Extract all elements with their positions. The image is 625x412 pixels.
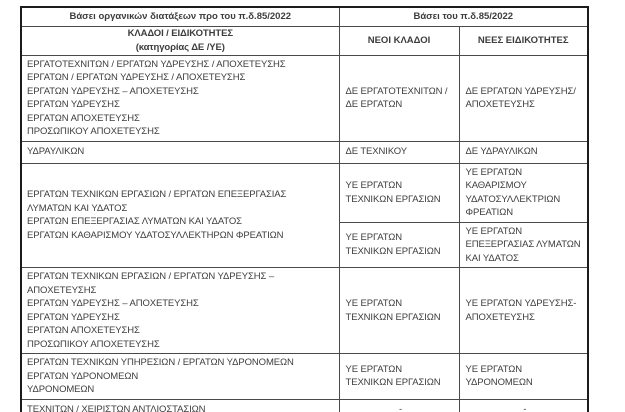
new-klados-cell xyxy=(339,268,459,354)
text-line: ΚΑΘΑΡΙΣΜΟΥ xyxy=(465,180,527,191)
text-line: ΥΕ ΕΡΓΑΤΩΝ xyxy=(345,180,403,191)
text-line: ΕΡΓΑΤΩΝ ΑΠΟΧΕΤΕΥΣΗΣ xyxy=(27,112,140,124)
text-line: ΕΡΓΑΤΩΝ ΥΔΡΕΥΣΗΣ – ΑΠΟΧΕΤΕΥΣΗΣ xyxy=(27,298,199,309)
text-line: ΥΕ ΕΡΓΑΤΩΝ xyxy=(345,232,403,244)
text-line: ΑΠΟΧΕΤΕΥΣΗΣ xyxy=(27,284,97,296)
old-basis-group-header: Βάσει οργανικών διατάξεων προ του π.δ.85/2022 xyxy=(21,7,339,26)
text-line: ΥΔΡΑΥΛΙΚΩΝ xyxy=(27,146,85,158)
text-line: ΕΡΓΑΤΩΝ ΕΠΕΞΕΡΓΑΣΙΑΣ ΛΥΜΑΤΩΝ ΚΑΙ ΥΔΑΤΟΣ xyxy=(27,216,242,228)
text-line: ΥΕ ΕΡΓΑΤΩΝ xyxy=(465,166,523,178)
text-line: ΥΕ ΕΡΓΑΤΩΝ xyxy=(345,298,403,309)
text-line: ΥΕ ΕΡΓΑΤΩΝ xyxy=(465,225,523,237)
text-line: ΔΕ ΕΡΓΑΤΩΝ xyxy=(345,99,403,110)
text-line: ΤΕΧΝΙΚΩΝ ΕΡΓΑΣΙΩΝ xyxy=(345,245,441,257)
text-line: ΕΡΓΑΤΩΝ / ΕΡΓΑΤΩΝ ΥΔΡΕΥΣΗΣ / ΑΠΟΧΕΤΕΥΣΗΣ xyxy=(27,72,246,83)
text-line: ΤΕΧΝΙΚΩΝ ΕΡΓΑΣΙΩΝ xyxy=(345,193,441,205)
new-klados-cell xyxy=(339,141,459,163)
text-line: ΕΡΓΑΤΩΝ ΤΕΧΝΙΚΩΝ ΕΡΓΑΣΙΩΝ / ΕΡΓΑΤΩΝ ΥΔΡΕΥΣΗΣ – xyxy=(27,271,275,282)
new-eidikotita-cell xyxy=(459,55,588,141)
table-row xyxy=(21,354,588,400)
text-line: ΕΡΓΑΤΩΝ ΤΕΧΝΙΚΩΝ ΕΡΓΑΣΙΩΝ / ΕΡΓΑΤΩΝ ΕΠΕΞΕΡΓΑΣΙΑΣ xyxy=(27,189,287,201)
text-line: ΥΕ ΕΡΓΑΤΩΝ xyxy=(345,363,403,375)
table-row xyxy=(21,55,588,141)
text-line: ΑΠΟΧΕΤΕΥΣΗΣ xyxy=(465,311,535,323)
new-klados-cell xyxy=(339,354,459,400)
table-row xyxy=(21,163,588,222)
text-line: ΥΔΡΟΝΟΜΕΩΝ xyxy=(27,384,95,395)
text-line: ΕΠΕΞΕΡΓΑΣΙΑΣ ΛΥΜΑΤΩΝ xyxy=(465,239,581,250)
text-line: ΠΡΟΣΩΠΙΚΟΥ ΑΠΟΧΕΤΕΥΣΗΣ xyxy=(27,126,160,137)
text-line: ΦΡΕΑΤΙΩΝ xyxy=(465,207,513,218)
text-line: ΕΡΓΑΤΩΝ ΥΔΡΕΥΣΗΣ – ΑΠΟΧΕΤΕΥΣΗΣ xyxy=(27,85,199,97)
text-line: ΥΕ ΕΡΓΑΤΩΝ ΥΔΡΕΥΣΗΣ- xyxy=(465,298,577,309)
text-line: ΕΡΓΑΤΩΝ ΥΔΡΕΥΣΗΣ xyxy=(27,311,120,323)
text-line: ΔΕ ΥΔΡΑΥΛΙΚΩΝ xyxy=(465,146,538,158)
text-line: ΤΕΧΝΙΚΩΝ ΕΡΓΑΣΙΩΝ xyxy=(345,311,441,323)
text-line: ΠΡΟΣΩΠΙΚΟΥ ΑΠΟΧΕΤΕΥΣΗΣ xyxy=(27,338,160,350)
new-klados-cell xyxy=(339,163,459,222)
text-line: ΔΕ ΤΕΧΝΙΚΟΥ xyxy=(345,146,407,158)
new-eidikotita-cell xyxy=(459,163,588,222)
column-header-nees-eidikotites: ΝΕΕΣ ΕΙΔΙΚΟΤΗΤΕΣ xyxy=(459,26,588,55)
reclassification-table xyxy=(20,6,589,412)
new-eidikotita-cell xyxy=(459,399,588,412)
new-eidikotita-cell xyxy=(459,354,588,400)
text-line: ΤΕΧΝΙΚΩΝ ΕΡΓΑΣΙΩΝ xyxy=(345,377,441,389)
column-header-neoi-kladoi: ΝΕΟΙ ΚΛΑΔΟΙ xyxy=(339,26,459,55)
table-row xyxy=(21,268,588,354)
text-line: ΚΑΙ ΥΔΑΤΟΣ xyxy=(465,252,519,264)
new-eidikotita-cell xyxy=(459,268,588,354)
text-line: ΕΡΓΑΤΩΝ ΤΕΧΝΙΚΩΝ ΥΠΗΡΕΣΙΩΝ / ΕΡΓΑΤΩΝ ΥΔΡΟΝΟΜΕΩΝ xyxy=(27,357,294,368)
text-line: ΛΥΜΑΤΩΝ ΚΑΙ ΥΔΑΤΟΣ xyxy=(27,202,128,214)
text-line: ΕΡΓΑΤΩΝ ΥΔΡΕΥΣΗΣ xyxy=(27,99,120,110)
table-row xyxy=(21,141,588,163)
text-line: ΕΡΓΑΤΩΝ ΚΑΘΑΡΙΣΜΟΥ ΥΔΑΤΟΣΥΛΛΕΚΤΗΡΩΝ ΦΡΕΑΤΙΩΝ xyxy=(27,229,284,241)
new-eidikotita-cell xyxy=(459,222,588,268)
dash-placeholder: - xyxy=(523,404,527,412)
new-eidikotita-cell xyxy=(459,141,588,163)
old-branches-cell xyxy=(21,163,339,268)
text-line: ΤΕΧΝΙΤΩΝ / ΧΕΙΡΙΣΤΩΝ ΑΝΤΛΙΟΣΤΑΣΙΩΝ xyxy=(27,404,206,412)
text-line: ΕΡΓΑΤΩΝ ΑΠΟΧΕΤΕΥΣΗΣ xyxy=(27,325,140,336)
old-branches-cell xyxy=(21,354,339,400)
new-klados-cell xyxy=(339,55,459,141)
text-line: ΔΕ ΕΡΓΑΤΟΤΕΧΝΙΤΩΝ / xyxy=(345,85,448,97)
text-line: ΕΡΓΑΤΟΤΕΧΝΙΤΩΝ / ΕΡΓΑΤΩΝ ΥΔΡΕΥΣΗΣ / ΑΠΟΧΕΤΕΥΣΗΣ xyxy=(27,58,286,70)
old-branches-cell xyxy=(21,399,339,412)
column-header-row xyxy=(21,26,588,55)
text-line: ΥΔΡΟΝΟΜΕΩΝ xyxy=(465,377,533,389)
group-header-row xyxy=(21,7,588,26)
text-line: ΑΠΟΧΕΤΕΥΣΗΣ xyxy=(465,99,535,110)
text-line: ΥΕ ΕΡΓΑΤΩΝ xyxy=(465,363,523,375)
text-line: ΔΕ ΕΡΓΑΤΩΝ ΥΔΡΕΥΣΗΣ/ xyxy=(465,85,576,97)
new-basis-group-header: Βάσει του π.δ.85/2022 xyxy=(339,7,588,26)
text-line: ΕΡΓΑΤΩΝ ΥΔΡΟΝΟΜΕΩΝ xyxy=(27,370,139,382)
old-branches-cell xyxy=(21,268,339,354)
new-klados-cell xyxy=(339,222,459,268)
dash-placeholder: - xyxy=(398,404,403,412)
old-branches-cell xyxy=(21,55,339,141)
table-row xyxy=(21,399,588,412)
text-line: ΥΔΑΤΟΣΥΛΛΕΚΤΡΙΩΝ xyxy=(465,193,561,205)
column-header-klados-eidikotites xyxy=(21,26,339,55)
new-klados-cell xyxy=(339,399,459,412)
header-line: (κατηγορίας ΔΕ /ΥΕ) xyxy=(135,41,225,53)
old-branches-cell xyxy=(21,141,339,163)
header-line: ΚΛΑΔΟΙ / ΕΙΔΙΚΟΤΗΤΕΣ xyxy=(127,28,233,39)
